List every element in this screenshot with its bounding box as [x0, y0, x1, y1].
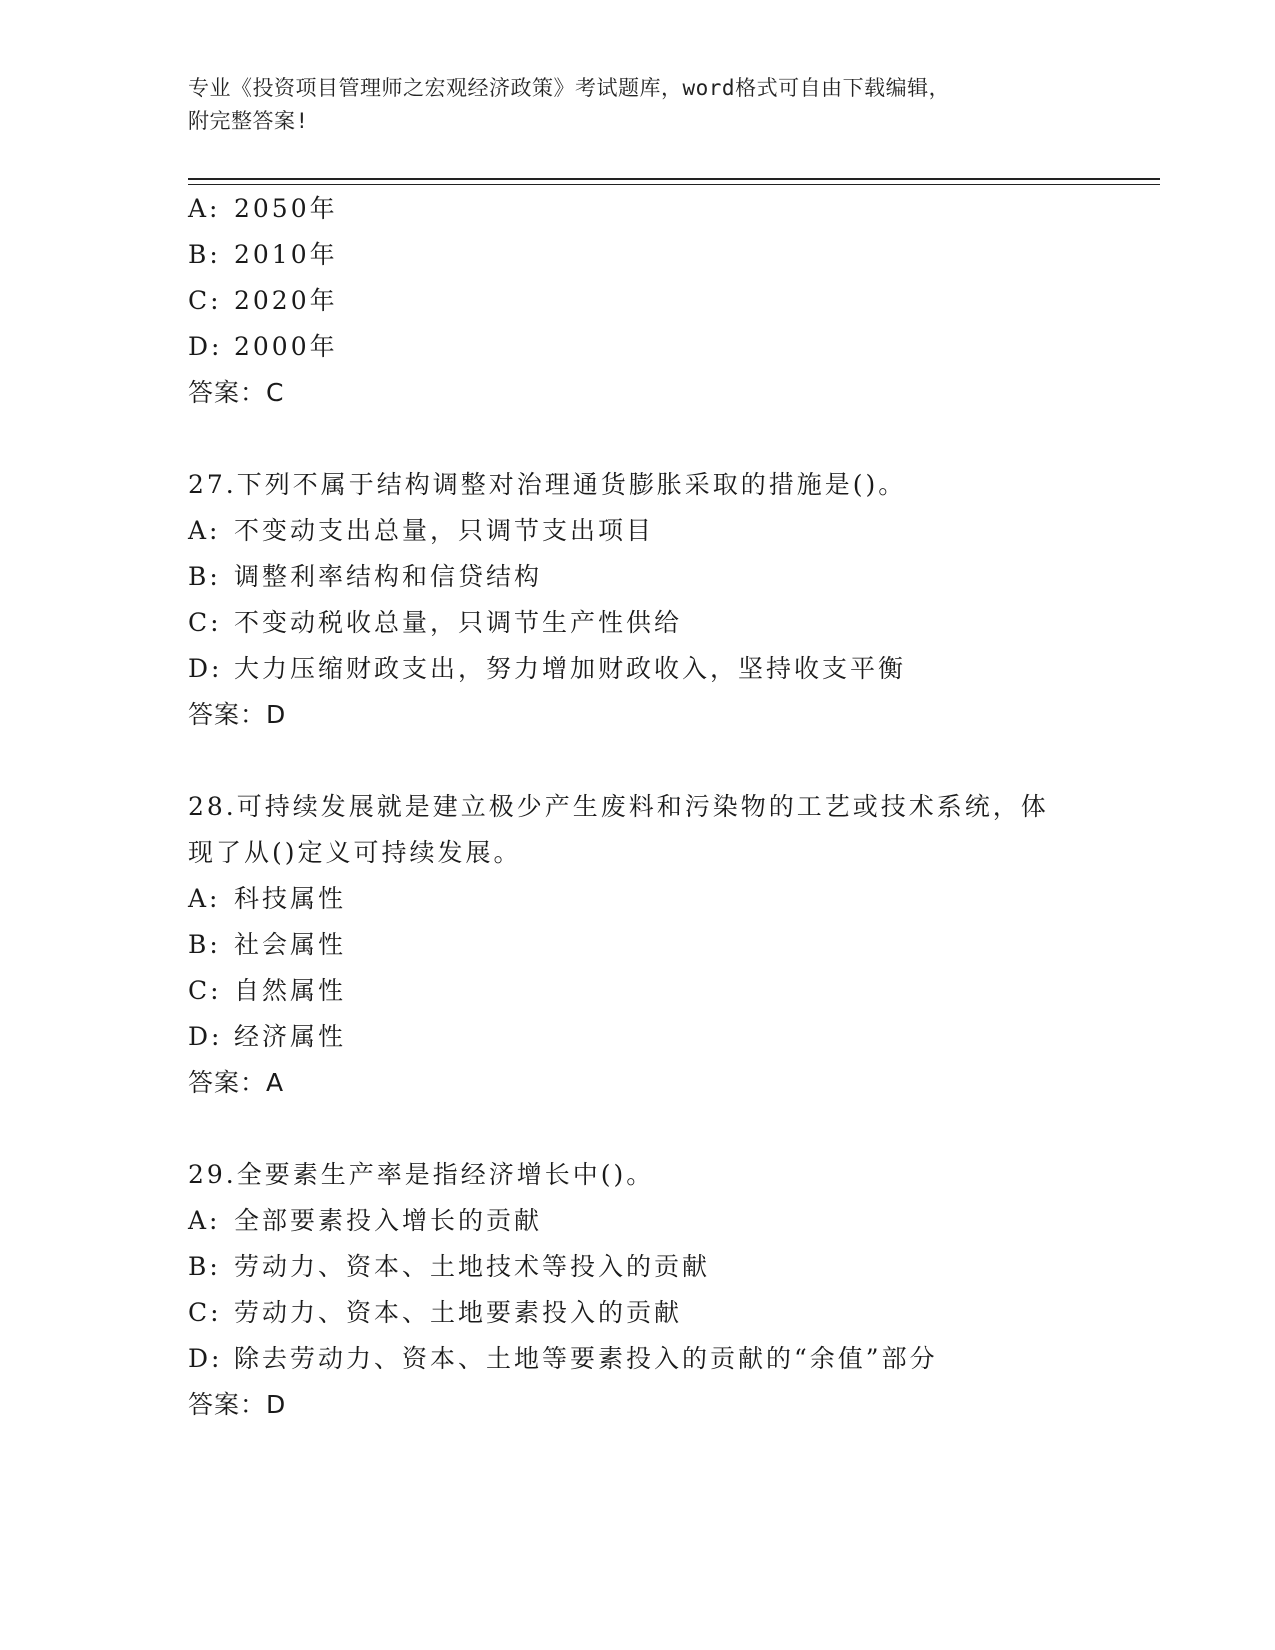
option-d: D: 2000年 — [188, 332, 338, 361]
header-divider-thin — [188, 184, 1160, 185]
option-d: D: 经济属性 — [188, 1022, 347, 1051]
option-a: A: 不变动支出总量，只调节支出项目 — [188, 516, 655, 545]
option-d: D: 大力压缩财政支出，努力增加财政收入，坚持收支平衡 — [188, 654, 907, 683]
option-b: B: 2010年 — [188, 240, 338, 269]
header-divider-thick — [188, 178, 1160, 180]
spacer — [188, 416, 1088, 462]
answer-line: 答案：A — [188, 1068, 285, 1097]
spacer — [188, 738, 1088, 784]
question-stem-line-2: 现了从()定义可持续发展。 — [188, 838, 522, 867]
option-c: C: 自然属性 — [188, 976, 347, 1005]
option-a: A: 2050年 — [188, 194, 338, 223]
spacer — [188, 1106, 1088, 1152]
answer-value: A — [266, 1068, 285, 1097]
option-b: B: 调整利率结构和信贷结构 — [188, 562, 543, 591]
question-stem-line-1: 28.可持续发展就是建立极少产生废料和污染物的工艺或技术系统，体 — [188, 792, 1049, 821]
question-stem: 29.全要素生产率是指经济增长中()。 — [188, 1160, 655, 1189]
answer-line: 答案：D — [188, 1390, 287, 1419]
answer-value: C — [266, 378, 285, 407]
option-d: D: 除去劳动力、资本、土地等要素投入的贡献的“余值”部分 — [188, 1344, 938, 1373]
answer-value: D — [266, 1390, 287, 1419]
answer-value: D — [266, 700, 287, 729]
option-c: C: 2020年 — [188, 286, 338, 315]
question-list — [188, 186, 1088, 1428]
question-26 — [188, 186, 1088, 416]
header-line-1: 专业《投资项目管理师之宏观经济政策》考试题库，word格式可自由下载编辑， — [188, 76, 951, 100]
question-stem: 27.下列不属于结构调整对治理通货膨胀采取的措施是()。 — [188, 470, 907, 499]
answer-line: 答案：D — [188, 700, 287, 729]
question-29 — [188, 1152, 1088, 1428]
option-a: A: 全部要素投入增长的贡献 — [188, 1206, 543, 1235]
question-27 — [188, 462, 1088, 738]
option-b: B: 社会属性 — [188, 930, 347, 959]
answer-line: 答案：C — [188, 378, 285, 407]
option-b: B: 劳动力、资本、土地技术等投入的贡献 — [188, 1252, 711, 1281]
option-a: A: 科技属性 — [188, 884, 347, 913]
document-header — [188, 72, 1068, 138]
header-line-2: 附完整答案! — [188, 109, 309, 133]
option-c: C: 不变动税收总量，只调节生产性供给 — [188, 608, 683, 637]
question-28 — [188, 784, 1088, 1106]
option-c: C: 劳动力、资本、土地要素投入的贡献 — [188, 1298, 683, 1327]
